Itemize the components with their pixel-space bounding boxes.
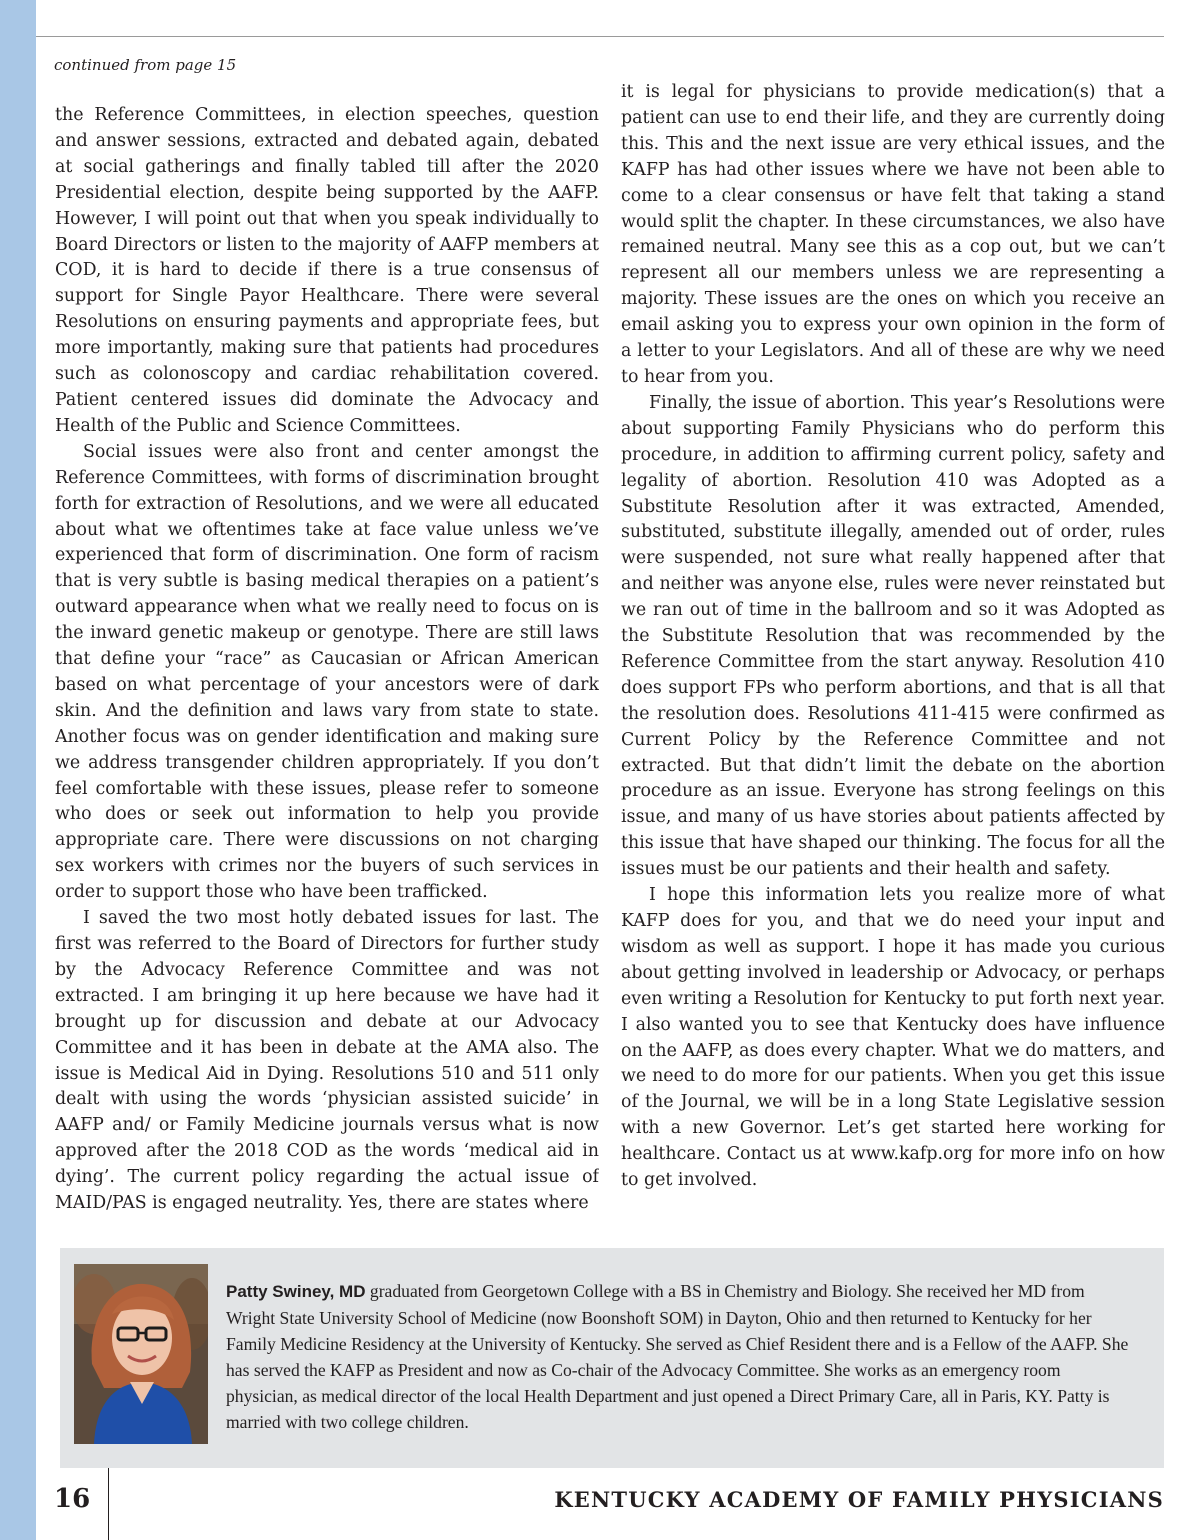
left-paragraph-2: Social issues were also front and center amongst the Reference Committees, with forms of discrimination brought forth for extraction of Resolutions, and we were all educated about what we oftentimes take at face value unless we’ve experienced that form of discrimination. One form of racism that is very subtle is basing medical therapies on a patient’s outward appearance when what we really need to focus on is the inward genetic makeup or genotype. There are still laws that define your “race” as Caucasian or African American based on what percentage of your ancestors were of dark skin. And the definition and laws vary from state to state. Another focus was on gender identification and making sure we address transgender children appropriately. If you don’t feel comfortable with these issues, please refer to someone who does or seek out information to help you provide appropriate care. There were discussions on not charging sex workers with crimes nor the buyers of such services in order to support those who have been trafficked. <box>55 441 599 903</box>
author-portrait-illustration <box>74 1264 208 1444</box>
side-color-band <box>0 0 36 1540</box>
left-paragraph-3: I saved the two most hotly debated issues for last. The first was referred to the Board of Directors for further study by the Advocacy Reference Committee and was not extracted. I am bringing it up here because we have had it brought up for discussion and debate at our Advocacy Committee and it has been in debate at the AMA also. The issue is Medical Aid in Dying. Resolutions 510 and 511 only dealt with using the words ‘physician assisted suicide’ in AAFP and/ or Family Medicine journals versus what is now approved after the 2018 COD as the words ‘medical aid in dying’. The current policy regarding the actual issue of MAID/PAS is engaged neutrality. Yes, there are states where <box>55 908 599 1214</box>
article-column-left <box>55 103 599 1243</box>
right-paragraph-2: Finally, the issue of abortion. This year’s Resolutions were about supporting Family Physicians who do perform this procedure, in addition to affirming current policy, safety and legality of abortion. Resolution 410 was Adopted as a Substitute Resolution after it was extracted, Amended, substituted, substitute illegally, amended out of order, rules were suspended, not sure what really happened after that and neither was anyone else, rules were never reinstated but we ran out of time in the ballroom and so it was Adopted as the Substitute Resolution that was recommended by the Reference Committee from the start anyway. Resolution 410 does support FPs who perform abortions, and that is all that the resolution does. Resolutions 411-415 were confirmed as Current Policy by the Reference Committee and not extracted. But that didn’t limit the debate on the abortion procedure as an issue. Everyone has strong feelings on this issue, and many of us have stories about patients affected by this issue that have shaped our thinking. The focus for all the issues must be our patients and their health and safety. <box>621 392 1165 880</box>
author-bio-body: graduated from Georgetown College with a BS in Chemistry and Biology. She received her MD from Wright State University School of Medicine (now Boonshoft SOM) in Dayton, Ohio and then returned to Kentucky for her Family Medicine Residency at the University of Kentucky. She served as Chief Resident there and is a Fellow of the AAFP. She has served the KAFP as President and now as Co-chair of the Advocacy Committee. She works as an emergency room physician, as medical director of the local Health Department and just opened a Direct Primary Care, all in Paris, KY. Patty is married with two college children. <box>226 1281 1129 1432</box>
page-number: 16 <box>54 1484 91 1514</box>
author-photo <box>74 1264 208 1444</box>
top-divider <box>36 36 1164 37</box>
author-name: Patty Swiney, MD <box>226 1282 366 1301</box>
continued-note: continued from page 15 <box>54 56 237 74</box>
author-bio-text <box>226 1278 1132 1435</box>
publication-name: KENTUCKY ACADEMY OF FAMILY PHYSICIANS <box>554 1487 1164 1512</box>
left-paragraph-1: the Reference Committees, in election speeches, question and answer sessions, extracted and debated again, debated at social gatherings and finally tabled till after the 2020 Presidential election, despite being supported by the AAFP. However, I will point out that when you speak individually to Board Directors or listen to the majority of AAFP members at COD, it is hard to decide if there is a true consensus of support for Single Payor Healthcare. There were several Resolutions on ensuring payments and appropriate fees, but more importantly, making sure that patients had procedures such as colonoscopy and cardiac rehabilitation covered. Patient centered issues did dominate the Advocacy and Health of the Public and Science Committees. <box>55 105 599 436</box>
right-paragraph-1: it is legal for physicians to provide medication(s) that a patient can use to end their life, and they are currently doing this. This and the next issue are very ethical issues, and the KAFP has had other issues where we have not been able to come to a clear consensus or have felt that taking a stand would split the chapter. In these circumstances, we also have remained neutral. Many see this as a cop out, but we can’t represent all our members unless we are representing a majority. These issues are the ones on which you receive an email asking you to express your own opinion in the form of a letter to your Legislators. And all of these are why we need to hear from you. <box>621 82 1165 387</box>
footer-divider <box>108 1468 109 1540</box>
author-bio-box <box>60 1248 1164 1468</box>
right-paragraph-3: I hope this information lets you realize more of what KAFP does for you, and that we do need your input and wisdom as well as support. I hope it has made you curious about getting involved in leadership or Advocacy, or perhaps even writing a Resolution for Kentucky to put forth next year. I also wanted you to see that Kentucky does have influence on the AAFP, as does every chapter. What we do matters, and we need to do more for our patients. When you get this issue of the Journal, we will be in a long State Legislative session with a new Governor. Let’s get started here working for healthcare. Contact us at www.kafp.org for more info on how to get involved. <box>621 885 1165 1191</box>
article-column-right <box>621 80 1165 1220</box>
